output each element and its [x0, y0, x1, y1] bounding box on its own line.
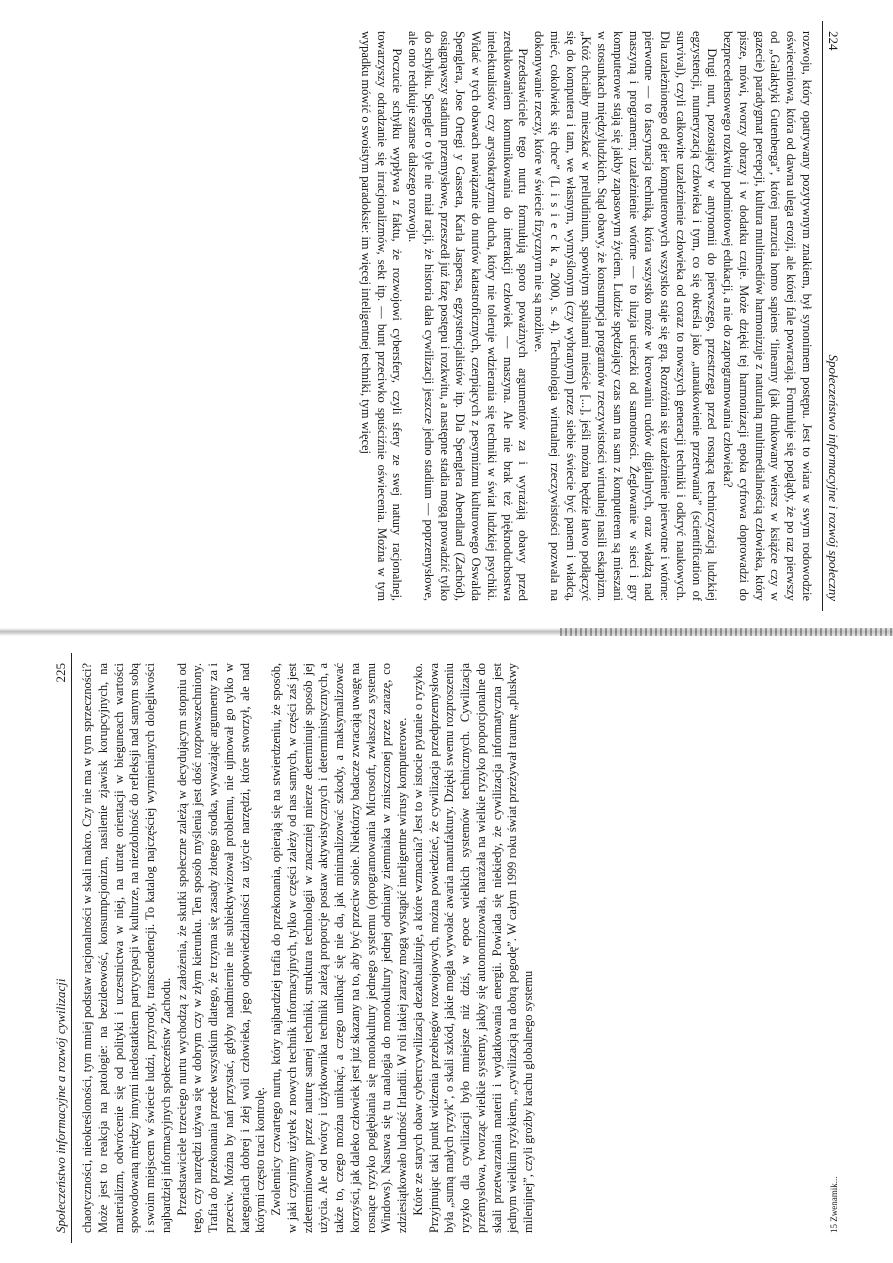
right-page-content — [47, 653, 847, 1243]
paragraph: rozwoju, który opatrywany pozytywnym znakiem, był synonimem postępu. Jest to wiara w swym rodowodzie oświeceniowa, która od dawna ulega erozji, ale której fale powracają. Formułuje się poglądy, że po raz pierwszy od „Galaktyki Gutenberga”, której narzucia homo sapiens ‘linearny (jak drukowany wiersz w książce czy w gazecie) paradygmat percepcji, kultura multimediów harmonizuje z naturalną multimedialnością człowieka, który pisze, mówi, tworzy obrazy i w dodatku czuje. Może dzięki tej harmonizacji epoka cyfrowa doprowadzi do bezprecedensowego rozkwitu podmiotowej edukacji, a nie do zaprogramowania człowieka? — [720, 30, 814, 601]
paragraph: Poczucie schyłku wypływa z faktu, że rozwojowi cybersfery, czyli sfery ze swej natury racjonalnej, towarzyszy odradzanie się irracjonalizmów, sekt itp. — bunt przeciwko spuściźnie oświecenia. Można w tym wypadku mówić o swoistym paradoksie: im więcej inteligentnej techniki, tym więcej — [358, 30, 404, 601]
running-title: Społeczeństwo informacyjne i rozwój społeczny — [825, 354, 841, 601]
page-body — [72, 653, 537, 1243]
footnote: 15 Zwenamik... — [828, 1176, 839, 1233]
page-body — [357, 21, 822, 611]
page-header — [822, 21, 847, 611]
right-page-225 — [0, 632, 893, 1263]
left-page-content — [47, 21, 847, 611]
paragraph: Drugi nurt, pozostający w antynomii do pierwszego, przestrzega przed rosnącą techniczyzacją ludzkiej egzystencji, numeryzacją człowieka i tym, co się określa jako „unaukowienie przetrwania” (scientification of survival), czyli całkowite uzależnienie człowieka od coraz to nowszych generacji techniki i odkryć naukowych. Dla uzależnionego od gier komputerowych wszystko staje się grą. Rozróżnia się uzależnienie pierwotne i wtórne: pierwotne — to fascynacja techniką, która wszystko może w kreowaniu cudów digitalnych, oraz władzą nad maszyną i programem; uzależnienie wtórne — to iluzja ucieczki od samotności. Żeglowanie w sieci i gry komputerowe stają się jakby zapasowym życiem. Ludzie spędzający czas sam na sam z komputerem są mieszani w stosunkach międzyludzkich. Stąd obawy, że konsumpcja programów rzeczywistości wirtualnej nasili eskapizm. „Któż chciałby mieszkać w prelludinium, spowitym spalinami mieście [...], jeśli można będzie łatwo podłączyć się do komputera i tam, we własnym, wymyślonym (czy wybranym) przez siebie świecie być panem i władcą, mieć, cokolwiek się chce” (L i s i e c k a, 2000, s. 4). Technologia wirtualnej rzeczywistości pozwala na dokonywanie rzeczy, które w świecie fizycznym nie są możliwe. — [531, 30, 719, 601]
paragraph: Przedstawiciele trzeciego nurtu wychodzą z założenia, że skutki społeczne zależą w decydującym stopniu od tego, czy narzędzi używa się w dobrym czy w złym kierunku. Ten sposób myślenia jest dość rozpowszechniony. Trafia do przekonania przede wszystkim dlatego, że trzyma się zasady złotego środka, wyważając argumenty za i przeciw. Można by nań przystać, gdyby nadmiernie nie subiektywizował problemu, nie ujmował go tylko w kategoriach dobrej i złej woli człowieka, jego odpowiedzialności za użycie narzędzi, które stworzył, ale nad którymi często traci kontrolę. — [174, 662, 267, 1233]
running-title: Społeczeństwo informacyjne a rozwój cywilizacji — [52, 978, 68, 1233]
paragraph: Które ze starych obaw cyberrcywilizacja dezaktualizuje, a które wzmacnia? Jest to w istocie pytanie o ryzyko. Przyjmując taki punkt widzenia przebiegów rozwojowych, można powiedzieć, że cywilizacja przedprzemysłowa była „sumą małych ryzyk”, o skali szkód, jakie mogła wywołać awaria manufaktury. Dzięki swemu rozproszeniu ryzyko dla cywilizacji było mniejsze niż dziś, w epoce wielkich systemów technicznych. Cywilizacja przemysłowa, tworząc wielkie systemy, jakby się autonomizowała, narażała na wielkie ryzyko proporcjonalne do skali przetwarzania materii i wydatkowania energii. Powiada się niekiedy, że cywilizacja informatyczna jest jednym wielkim ryzykiem, „cywilizacją na dobrą pogodę”. W całym 1999 roku świat przeżywał traumę „pluskwy milenijnej”, czyli groźby krachu globalnego systemu — [410, 662, 535, 1233]
paragraph: chaotyczności, nieokreśloności, tym mniej podstaw racjonalności w skali makro. Czy nie ma w tym sprzeczności? Może jest to reakcja na patologie: na bezideowość, konsumpcjonizm, nasilenie zjawisk korupcyjnych, na materializm, odwrócenie się od polityki i uczestnictwa w niej, na utratę orientacji w bieguneach wartości spowodowaną między innymi niedostatkiem partycypacji w kulturze, na niezdolność do refleksji nad samym sobą i swoim miejscem w świecie ludzi, przyrody, transcendencji. To katalog najczęściej wymienianych dolegliwości najbardziej informacyjnych społeczeństw Zachodu. — [79, 662, 173, 1233]
paragraph: Zwolennicy czwartego nurtu, który najbardziej trafia do przekonania, opierają się na stwierdzeniu, że sposób, w jaki czynimy użytek z nowych technik informacyjnych, tylko w części zależy od nas samych, w części zaś jest zdeterminowany przez naturę samej techniki, struktura technologii w znaczniej mierze determinuje sposób jej użycia. Ale od twórcy i użytkownika techniki zależą proporcje postaw aktywistycznych i deterministycznych, a także to, czego można uniknąć, a czego uniknąć się nie da, jak minimalizować szkody, a maksymalizować korzyści, jak daleko człowiek jest już skazany na to, aby być przeciw sobie. Niektórzy badacze zwracają uwagę na rosnące ryzyko pogłębiania się monokultury jednego systemu (oprogramowania Microsoft, zwłaszcza systemu Windows). Nasuwa się tu analogia do monokultury jednej odmiany ziemniaka w zniszczonej przez zarazę, co zdziesiątkowało ludność Irlandii. W roli takiej zarazy mogą wystąpić inteligentne wirusy komputerowe. — [268, 662, 409, 1233]
paragraph: Przedstawiciele tego nurtu formułują sporo poważnych argumentów za i wyrażają obawy przed zredukowaniem komunikowania do interakcji człowiek — maszyna. Ale nie brak też pięknoduchostwa intelektualistów czy arystokratyzmu ducha, który nie toleruje wdzierania się techniki w świat ludzkiej psychiki. Widać w tych obawach nawiązanie do nurtów katastroficznych, czerpiących z pesymizmu kulturowego Oswalda Spenglera, Jose Ortegi y Gasseta, Karla Jaspersa, egzystencjalistów itp. Dla Spenglera Abendland (Zachód), osiągnąwszy stadium przemysłowe, przeszedł już fazę postępu i rozkwitu, a następne stadia mogą prowadzić tylko do schyłku. Spengler o tyle nie miał racji, że historia dała cywilizacji jeszcze jedno stadium — poprzemysłowe, ale ono redukuje szanse dalszego rozwoju. — [405, 30, 530, 601]
page-header — [47, 653, 72, 1243]
page-number: 225 — [52, 662, 68, 682]
page-number: 224 — [825, 30, 841, 50]
left-page-224 — [0, 0, 893, 631]
